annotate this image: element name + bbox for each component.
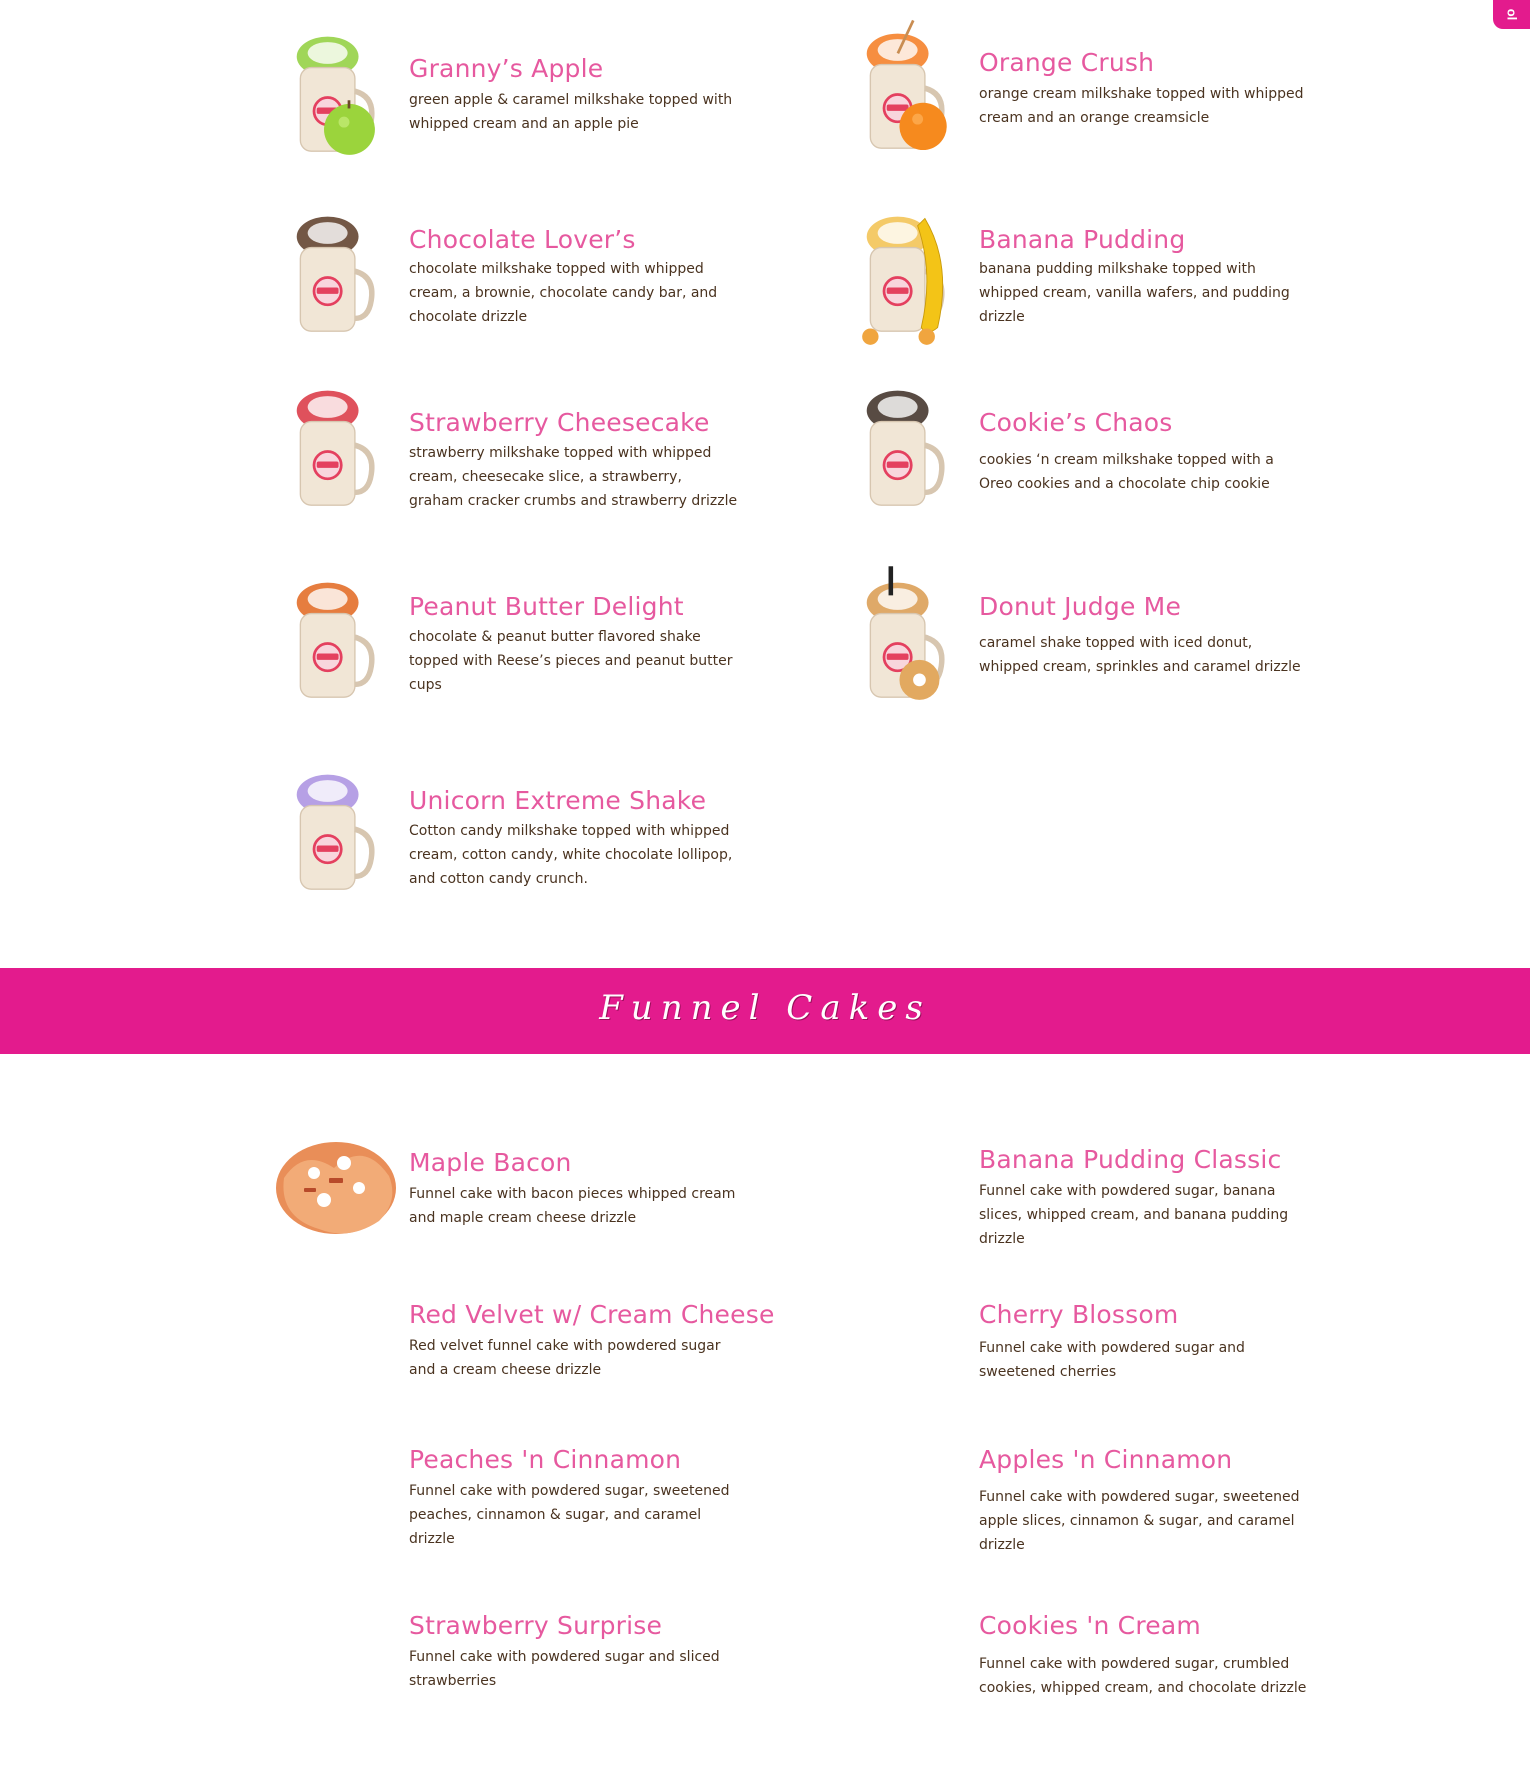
- item-description: chocolate & peanut butter flavored shake topped with Reese’s pieces and peanut butter cups: [409, 629, 733, 693]
- funnel-cake-item: [274, 1425, 834, 1595]
- side-tab-label: ol: [1504, 8, 1519, 21]
- item-description: Red velvet funnel cake with powdered sugar and a cream cheese drizzle: [409, 1338, 721, 1378]
- shake-item: [274, 198, 834, 368]
- funnel-cake-item: [844, 1591, 1404, 1761]
- item-description: Funnel cake with powdered sugar, banana slices, whipped cream, and banana pudding drizzle: [979, 1183, 1289, 1247]
- shake-photo: [854, 372, 954, 522]
- item-description: chocolate milkshake topped with whipped cream, a brownie, chocolate candy bar, and chocolate drizzle: [409, 261, 718, 325]
- item-title: Unicorn Extreme Shake: [409, 786, 707, 815]
- item-title: Banana Pudding Classic: [979, 1145, 1282, 1174]
- item-description: Funnel cake with powdered sugar and sweetened cherries: [979, 1340, 1245, 1380]
- shake-item: [844, 564, 1404, 734]
- funnel-cake-item: [274, 1591, 834, 1761]
- item-description: banana pudding milkshake topped with whipped cream, vanilla wafers, and pudding drizzle: [979, 261, 1290, 325]
- shake-item: [274, 564, 834, 734]
- shake-photo: [284, 372, 384, 522]
- item-description: cookies ‘n cream milkshake topped with a Oreo cookies and a chocolate chip cookie: [979, 452, 1274, 492]
- funnel-cakes-heading: Funnel Cakes: [599, 988, 931, 1028]
- item-title: Donut Judge Me: [979, 592, 1182, 621]
- item-title: Strawberry Surprise: [409, 1611, 663, 1640]
- item-title: Banana Pudding: [979, 225, 1186, 254]
- funnel-cake-item: [274, 1128, 834, 1298]
- shake-photo: [284, 18, 384, 168]
- item-description: Funnel cake with powdered sugar and sliced strawberries: [409, 1649, 720, 1689]
- item-description: strawberry milkshake topped with whipped cream, cheesecake slice, a strawberry, graham cracker crumbs and strawberry drizzle: [409, 445, 738, 509]
- item-title: Apples 'n Cinnamon: [979, 1445, 1233, 1474]
- funnel-cake-item: [844, 1425, 1404, 1595]
- item-description: orange cream milkshake topped with whipped cream and an orange creamsicle: [979, 86, 1304, 126]
- item-description: Cotton candy milkshake topped with whipped cream, cotton candy, white chocolate lollipop, and cotton candy crunch.: [409, 823, 733, 887]
- shake-item: [844, 372, 1404, 542]
- funnel-cake-photo: [274, 1128, 399, 1238]
- shake-photo: [284, 198, 384, 348]
- item-description: caramel shake topped with iced donut, whipped cream, sprinkles and caramel drizzle: [979, 635, 1301, 675]
- shake-photo: [854, 198, 954, 348]
- funnel-cakes-banner: [0, 968, 1530, 1054]
- shake-photo: [284, 756, 384, 906]
- item-title: Peanut Butter Delight: [409, 592, 684, 621]
- shake-photo: [284, 564, 384, 714]
- item-title: Cookies 'n Cream: [979, 1611, 1201, 1640]
- funnel-cake-item: [844, 1125, 1404, 1295]
- shake-item: [274, 756, 834, 926]
- item-description: Funnel cake with powdered sugar, sweetened apple slices, cinnamon & sugar, and caramel drizzle: [979, 1489, 1300, 1553]
- shake-photo: [854, 15, 954, 165]
- item-title: Red Velvet w/ Cream Cheese: [409, 1300, 775, 1329]
- shake-item: [274, 18, 834, 188]
- shake-item: [844, 15, 1404, 185]
- item-title: Orange Crush: [979, 48, 1155, 77]
- shake-item: [274, 372, 834, 542]
- item-description: Funnel cake with bacon pieces whipped cream and maple cream cheese drizzle: [409, 1186, 736, 1226]
- item-description: Funnel cake with powdered sugar, sweetened peaches, cinnamon & sugar, and caramel drizzle: [409, 1483, 730, 1547]
- item-title: Granny’s Apple: [409, 54, 604, 83]
- item-title: Peaches 'n Cinnamon: [409, 1445, 682, 1474]
- item-title: Maple Bacon: [409, 1148, 572, 1177]
- side-tab[interactable]: [1493, 0, 1530, 29]
- item-title: Cookie’s Chaos: [979, 408, 1173, 437]
- shake-photo: [854, 564, 954, 714]
- item-title: Cherry Blossom: [979, 1300, 1179, 1329]
- item-title: Strawberry Cheesecake: [409, 408, 710, 437]
- item-description: Funnel cake with powdered sugar, crumbled cookies, whipped cream, and chocolate drizzle: [979, 1656, 1307, 1696]
- shake-item: [844, 198, 1404, 368]
- item-description: green apple & caramel milkshake topped with whipped cream and an apple pie: [409, 92, 733, 132]
- item-title: Chocolate Lover’s: [409, 225, 636, 254]
